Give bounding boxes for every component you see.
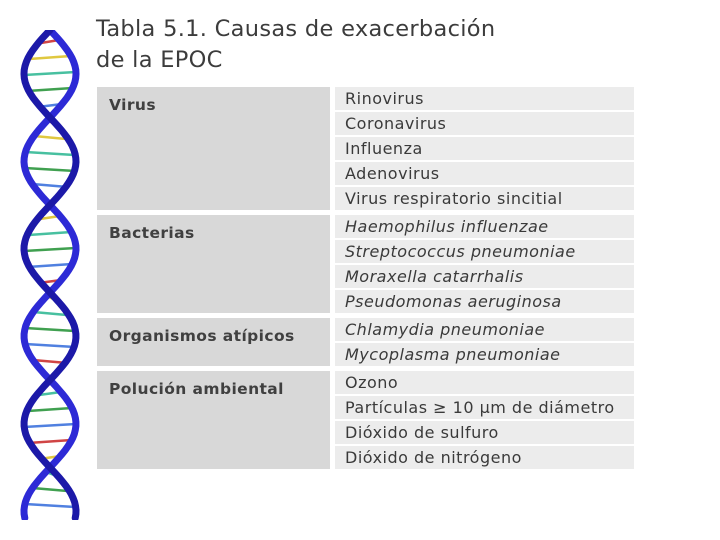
- item-cell: Coronavirus: [335, 112, 634, 135]
- dna-rung: [25, 328, 75, 331]
- dna-rung: [34, 136, 66, 139]
- table-group-polucion-ambiental: [97, 371, 634, 469]
- dna-helix-decoration: [14, 30, 86, 520]
- dna-rung: [29, 232, 72, 235]
- item-cell: Influenza: [335, 137, 634, 160]
- item-cell: Rinovirus: [335, 87, 634, 110]
- dna-rung: [25, 168, 75, 171]
- title-line-1: Tabla 5.1. Causas de exacerbación: [96, 16, 496, 42]
- title-line-2: de la EPOC: [96, 47, 223, 73]
- dna-rung: [27, 88, 72, 91]
- table-title: [96, 14, 495, 76]
- dna-rung: [25, 152, 74, 155]
- item-cell: Streptococcus pneumoniae: [335, 240, 634, 263]
- dna-rung: [24, 72, 76, 75]
- dna-rung: [24, 248, 76, 251]
- table-group-bacterias: [97, 215, 634, 313]
- dna-rung: [33, 488, 68, 491]
- item-cell: Haemophilus influenzae: [335, 215, 634, 238]
- category-cell: Virus: [97, 87, 330, 210]
- table-group-virus: [97, 87, 634, 210]
- item-cell: Dióxido de nitrógeno: [335, 446, 634, 469]
- item-cell: Virus respiratorio sincitial: [335, 187, 634, 210]
- dna-rung: [28, 408, 72, 411]
- item-cell: Dióxido de sulfuro: [335, 421, 634, 444]
- dna-rung: [28, 264, 72, 267]
- item-cell: Pseudomonas aeruginosa: [335, 290, 634, 313]
- item-cell: Ozono: [335, 371, 634, 394]
- item-cell: Adenovirus: [335, 162, 634, 185]
- category-cell: Bacterias: [97, 215, 330, 313]
- dna-rung: [25, 344, 75, 347]
- dna-rung: [24, 424, 76, 427]
- dna-rung: [28, 440, 71, 443]
- category-cell: Polución ambiental: [97, 371, 330, 469]
- item-cell: Mycoplasma pneumoniae: [335, 343, 634, 366]
- table-group-organismos-atipicos: [97, 318, 634, 366]
- item-cell: Moraxella catarrhalis: [335, 265, 634, 288]
- causes-table: [97, 87, 634, 469]
- dna-rung: [25, 504, 75, 507]
- dna-rung: [29, 56, 71, 59]
- category-cell: Organismos atípicos: [97, 318, 330, 366]
- dna-rung: [33, 312, 67, 315]
- item-cell: Chlamydia pneumoniae: [335, 318, 634, 341]
- item-cell: Partículas ≥ 10 μm de diámetro: [335, 396, 634, 419]
